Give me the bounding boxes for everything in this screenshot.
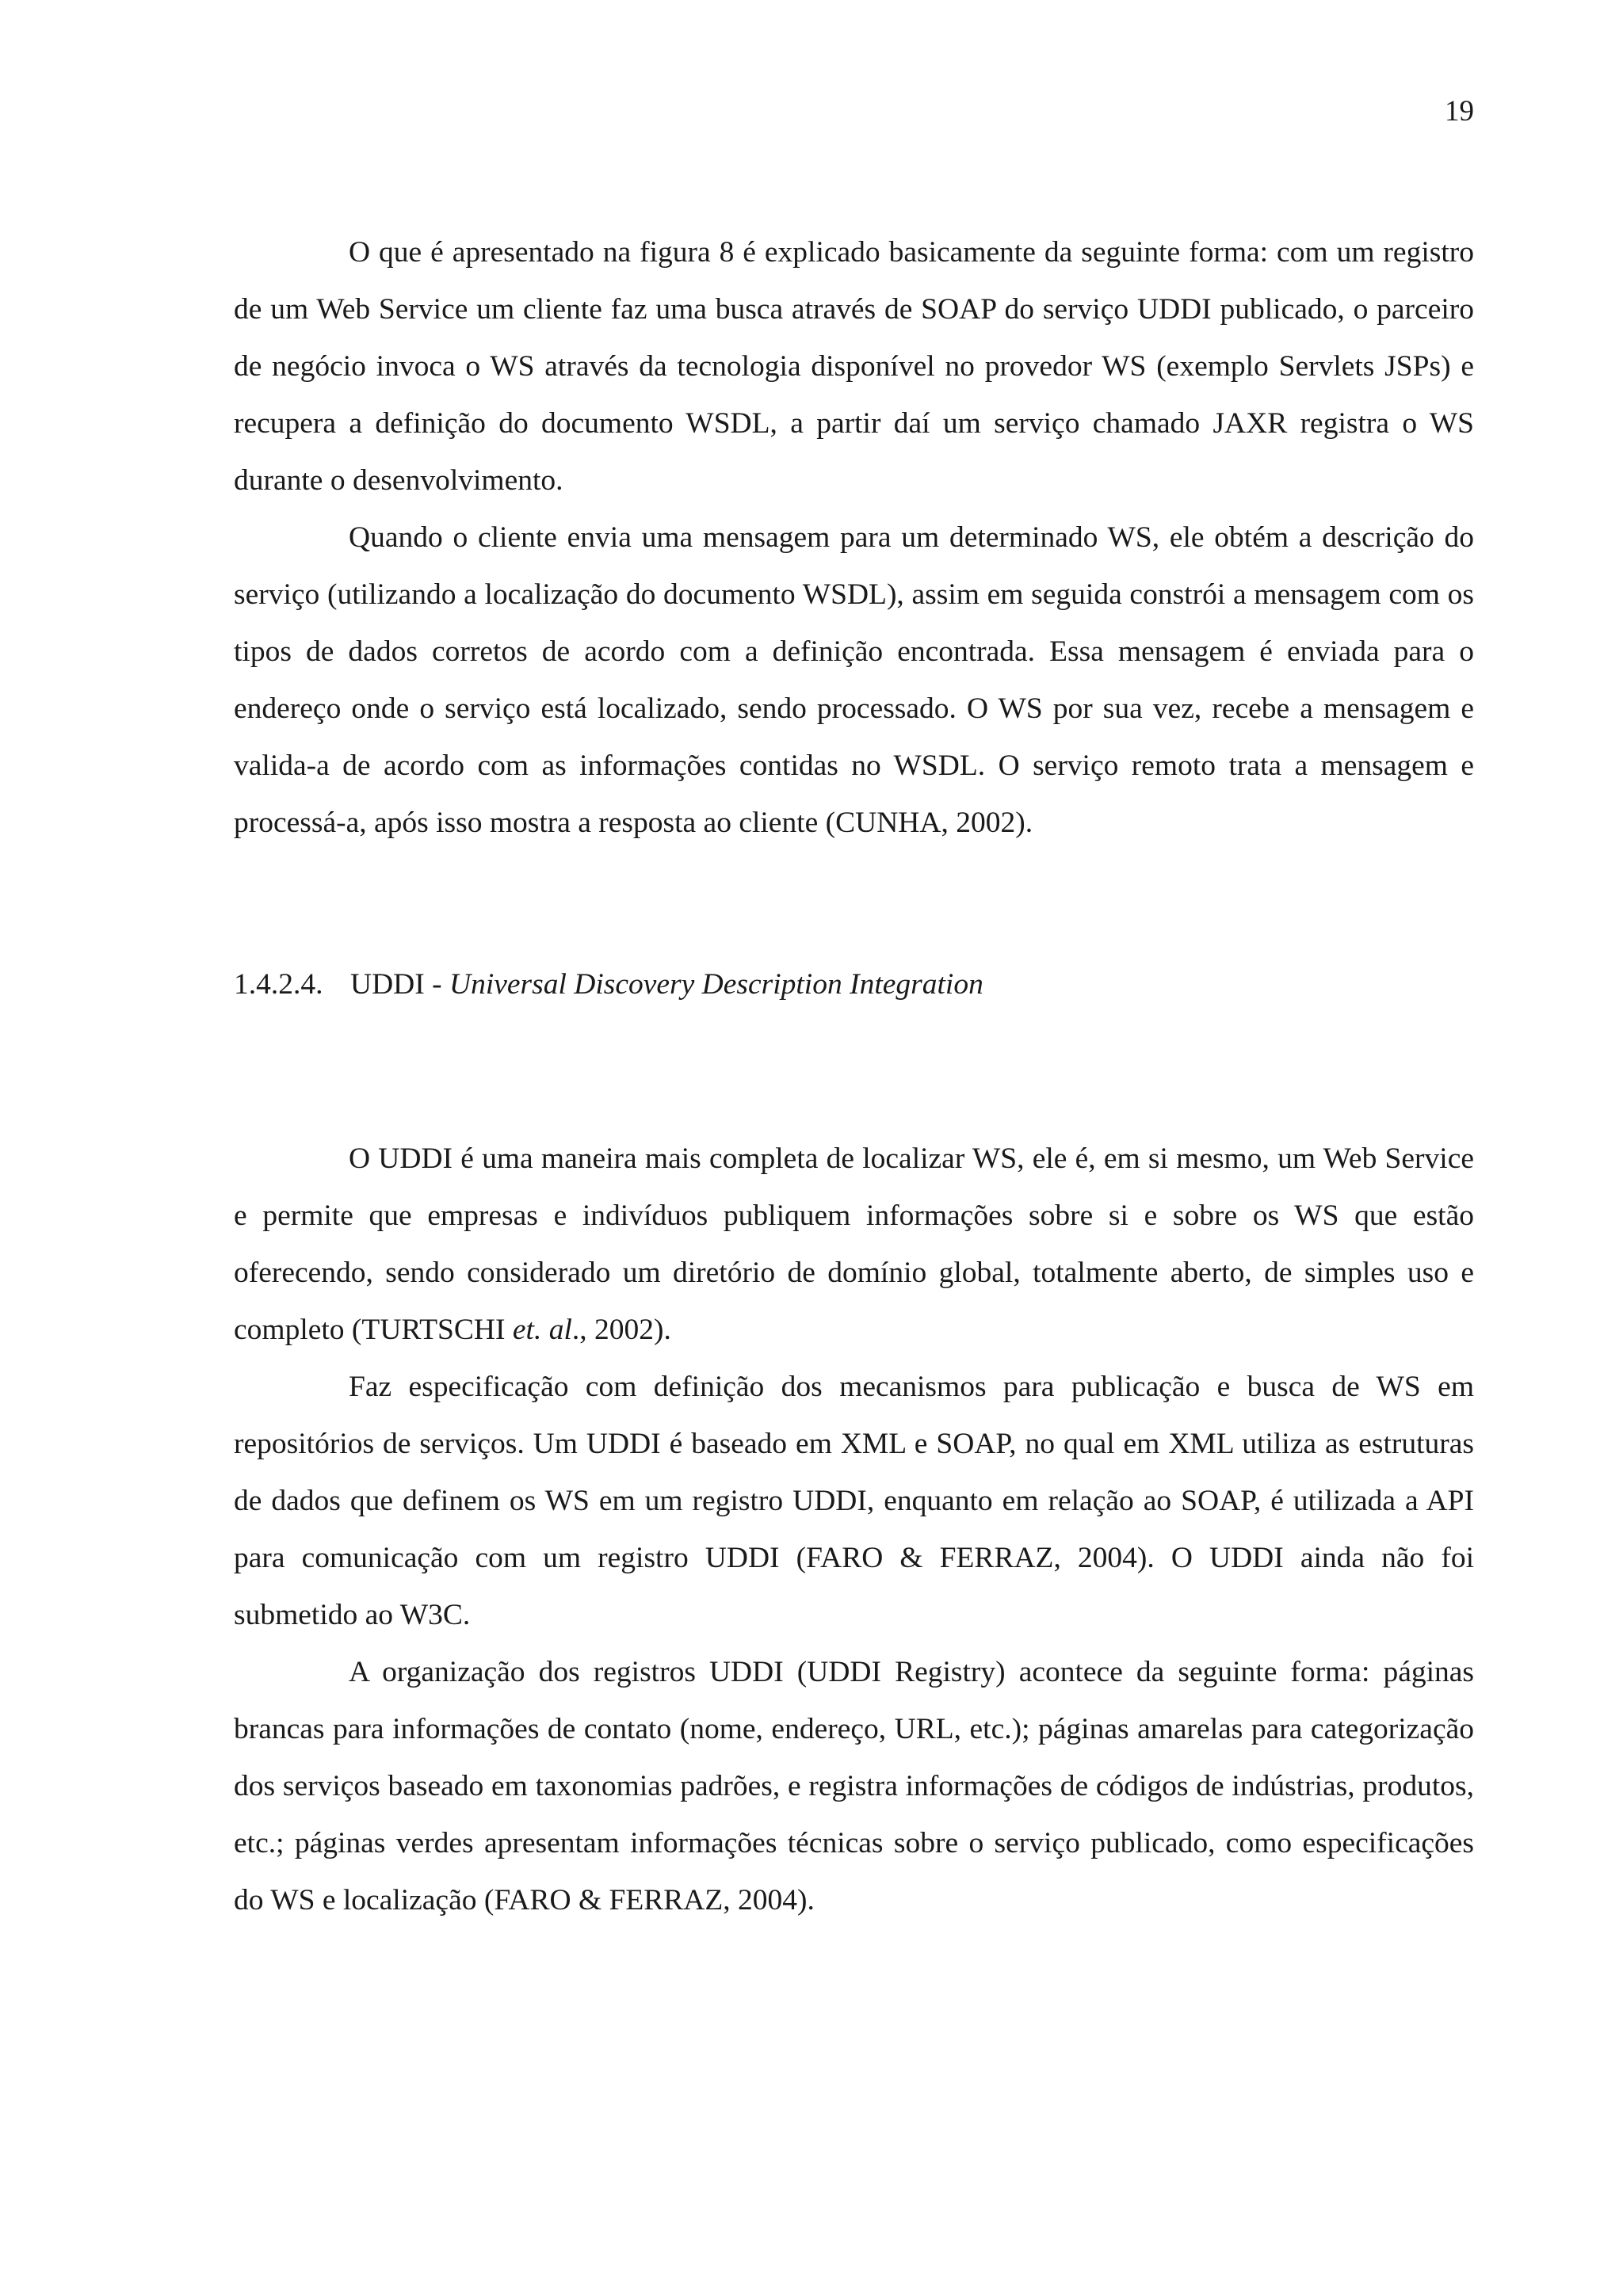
paragraph-client-message: Quando o cliente envia uma mensagem para um determinado WS, ele obtém a descrição do serviço (utilizando a localização do documento WSDL), assim em seguida constrói a mensagem com os tipos de dados corretos de acordo com a definição encontrada. Essa mensagem é enviada para o endereço onde o serviço está localizado, sendo processado. O WS por sua vez, recebe a mensagem e valida-a de acordo com as informações contidas no WSDL. O serviço remoto trata a mensagem e processá-a, após isso mostra a resposta ao cliente (CUNHA, 2002). bbox=[234, 521, 1474, 839]
uddi-definition-tail: ., 2002). bbox=[571, 1314, 671, 1346]
paragraph-uddi-registry: A organização dos registros UDDI (UDDI Registry) acontece da seguinte forma: páginas brancas para informações de contato (nome, endereço, URL, etc.); páginas amarelas para categorização dos serviços baseado em taxonomias padrões, e registra informações de códigos de indústrias, produtos, etc.; páginas verdes apresentam informações técnicas sobre o serviço publicado, como especificações do WS e localização (FARO & FERRAZ, 2004). bbox=[234, 1656, 1474, 1917]
body-text-block-2 bbox=[234, 1131, 1482, 1929]
uddi-definition-italic: et. al bbox=[512, 1314, 572, 1346]
paragraph-uddi-specification: Faz especificação com definição dos mecanismos para publicação e busca de WS em repositórios de serviços. Um UDDI é baseado em XML e SOAP, no qual em XML utiliza as estruturas de dados que definem os WS em um registro UDDI, enquanto em relação ao SOAP, é utilizada a API para comunicação com um registro UDDI (FARO & FERRAZ, 2004). O UDDI ainda não foi submetido ao W3C. bbox=[234, 1371, 1474, 1631]
section-title-italic: Universal Discovery Description Integration bbox=[449, 968, 983, 1001]
paragraph-figure-8-explanation: O que é apresentado na figura 8 é explicado basicamente da seguinte forma: com um registro de um Web Service um cliente faz uma busca através de SOAP do serviço UDDI publicado, o parceiro de negócio invoca o WS através da tecnologia disponível no provedor WS (exemplo Servlets JSPs) e recupera a definição do documento WSDL, a partir daí um serviço chamado JAXR registra o WS durante o desenvolvimento. bbox=[234, 236, 1474, 497]
paragraph-uddi-definition bbox=[234, 1131, 1482, 1359]
uddi-definition-text: O UDDI é uma maneira mais completa de localizar WS, ele é, em si mesmo, um Web Service e permite que empresas e indivíduos publiquem informações sobre si e sobre os WS que estão oferecendo, sendo considerado um diretório de domínio global, totalmente aberto, de simples uso e completo (TURTSCHI bbox=[234, 1142, 1482, 1346]
section-heading bbox=[234, 965, 983, 1005]
page-number: 19 bbox=[1445, 95, 1474, 128]
body-text-block-1 bbox=[234, 224, 1474, 852]
section-number: 1.4.2.4. bbox=[234, 968, 323, 1001]
section-title-prefix: UDDI - bbox=[350, 968, 449, 1001]
